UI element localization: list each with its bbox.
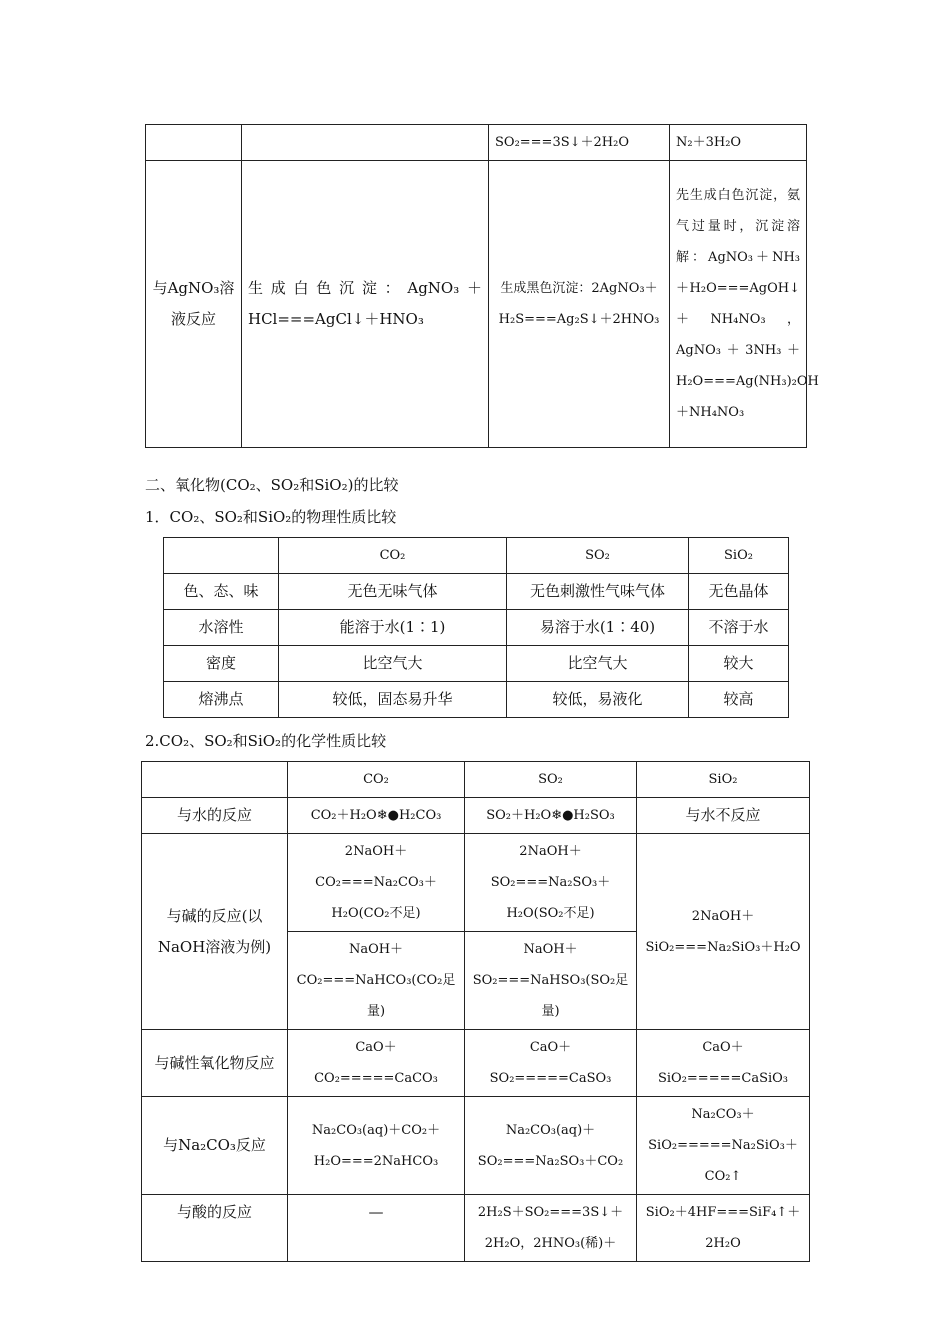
table-cell: — (288, 1195, 465, 1262)
table-cell: CaO＋CO₂=====CaCO₃ (288, 1030, 465, 1097)
table-header-cell: SO₂ (507, 538, 689, 574)
table-cell: 较低，易液化 (507, 682, 689, 718)
row-label-agno3: 与AgNO₃溶液反应 (146, 161, 242, 448)
table-cell: 无色无味气体 (279, 574, 507, 610)
table-cell: 2NaOH＋SO₂===Na₂SO₃＋H₂O(SO₂不足) (465, 834, 637, 932)
row-label-base: 与碱的反应(以NaOH溶液为例) (142, 834, 288, 1030)
table-row (142, 834, 810, 932)
table-cell: 2H₂S＋SO₂===3S↓＋2H₂O，2HNO₃(稀)＋ (465, 1195, 637, 1262)
table-cell (242, 125, 489, 161)
chemical-properties-table (141, 761, 810, 1262)
table-cell: 较低，固态易升华 (279, 682, 507, 718)
table-cell: 较高 (689, 682, 789, 718)
table-cell: SO₂===3S↓＋2H₂O (489, 125, 670, 161)
table-cell: 2NaOH＋CO₂===Na₂CO₃＋H₂O(CO₂不足) (288, 834, 465, 932)
table-row (142, 1030, 810, 1097)
table-cell: Na₂CO₃(aq)＋SO₂===Na₂SO₃＋CO₂ (465, 1097, 637, 1195)
table-row (142, 798, 810, 834)
table-row (164, 646, 789, 682)
table-cell: CaO＋SO₂=====CaSO₃ (465, 1030, 637, 1097)
table-header-cell (142, 762, 288, 798)
table-row (142, 1097, 810, 1195)
table-header-cell: CO₂ (288, 762, 465, 798)
table-cell: SiO₂＋4HF===SiF₄↑＋2H₂O (637, 1195, 810, 1262)
table-cell: SO₂＋H₂O❄●H₂SO₃ (465, 798, 637, 834)
table-row (164, 574, 789, 610)
table-cell: Na₂CO₃(aq)＋CO₂＋H₂O===2NaHCO₃ (288, 1097, 465, 1195)
row-label-basic-oxide: 与碱性氧化物反应 (142, 1030, 288, 1097)
table-cell: NaOH＋CO₂===NaHCO₃(CO₂足量) (288, 932, 465, 1030)
table-cell: 水溶性 (164, 610, 279, 646)
table-cell: 与水不反应 (637, 798, 810, 834)
table-cell: NaOH＋SO₂===NaHSO₃(SO₂足量) (465, 932, 637, 1030)
table-cell: CaO＋SiO₂=====CaSiO₃ (637, 1030, 810, 1097)
table-row (164, 610, 789, 646)
table-cell: 密度 (164, 646, 279, 682)
table-cell: 不溶于水 (689, 610, 789, 646)
table-cell: 无色晶体 (689, 574, 789, 610)
table-cell: CO₂＋H₂O❄●H₂CO₃ (288, 798, 465, 834)
table-header-cell (164, 538, 279, 574)
table-cell: N₂＋3H₂O (670, 125, 807, 161)
table-cell: 无色刺激性气味气体 (507, 574, 689, 610)
table-header-cell: SiO₂ (689, 538, 789, 574)
sub-heading-physical: 1．CO₂、SO₂和SiO₂的物理性质比较 (145, 508, 397, 526)
table-header-cell: SO₂ (465, 762, 637, 798)
sub-heading-chemical: 2.CO₂、SO₂和SiO₂的化学性质比较 (145, 732, 387, 750)
table-cell: 熔沸点 (164, 682, 279, 718)
row-label-water: 与水的反应 (142, 798, 288, 834)
section-heading: 二、氧化物(CO₂、SO₂和SiO₂)的比较 (145, 476, 399, 494)
table-cell: 易溶于水(1∶40) (507, 610, 689, 646)
table-cell: 比空气大 (279, 646, 507, 682)
table-row (142, 1195, 810, 1262)
table-cell: 生成白色沉淀：AgNO₃＋HCl===AgCl↓＋HNO₃ (242, 161, 489, 448)
row-label-acid: 与酸的反应 (142, 1195, 288, 1262)
table-continued (145, 124, 819, 448)
table-cell: 生成黑色沉淀：2AgNO₃＋H₂S===Ag₂S↓＋2HNO₃ (489, 161, 670, 448)
table-row (164, 682, 789, 718)
table-cell (146, 125, 242, 161)
table-cell: 先生成白色沉淀，氨气过量时，沉淀溶解：AgNO₃＋NH₃＋H₂O===AgOH↓＋NH₄NO₃，AgNO₃＋3NH₃＋H₂O===Ag(NH₃)₂OH＋NH₄NO₃ (670, 161, 807, 448)
table-cell: Na₂CO₃＋SiO₂=====Na₂SiO₃＋CO₂↑ (637, 1097, 810, 1195)
table-header-cell: CO₂ (279, 538, 507, 574)
table-cell: 较大 (689, 646, 789, 682)
table-cell: 色、态、味 (164, 574, 279, 610)
row-label-na2co3: 与Na₂CO₃反应 (142, 1097, 288, 1195)
table-cell: 比空气大 (507, 646, 689, 682)
table-cell: 2NaOH＋SiO₂===Na₂SiO₃＋H₂O (637, 834, 810, 1030)
table-cell: 能溶于水(1∶1) (279, 610, 507, 646)
physical-properties-table (163, 537, 789, 718)
table-header-cell: SiO₂ (637, 762, 810, 798)
